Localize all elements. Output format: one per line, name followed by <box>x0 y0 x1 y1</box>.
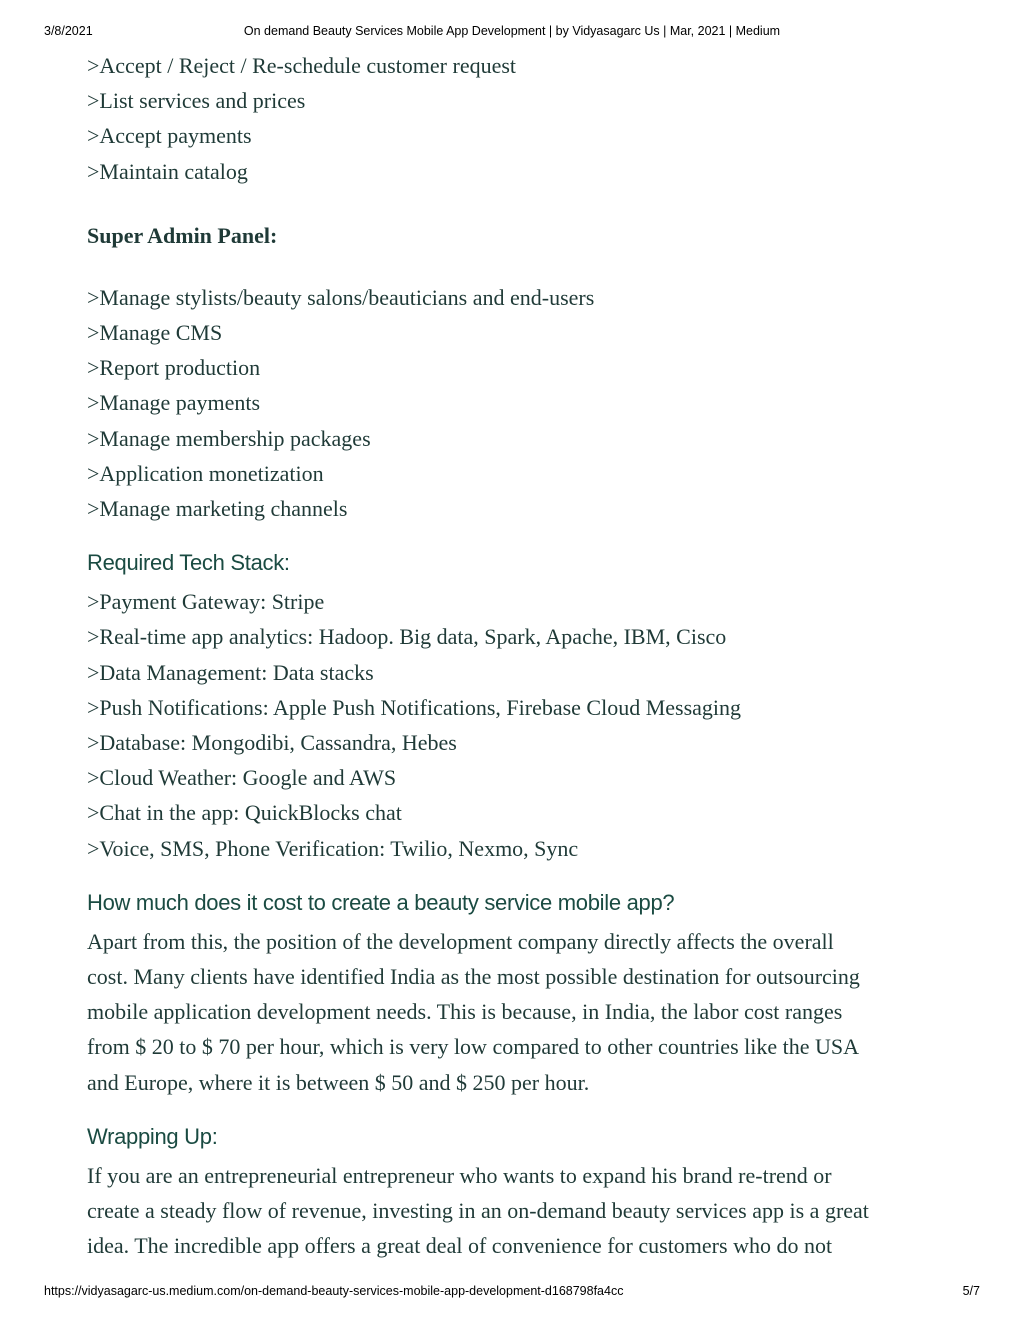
list-item: >List services and prices <box>87 88 306 114</box>
list-item: >Voice, SMS, Phone Verification: Twilio, Nexmo, Sync <box>87 835 579 861</box>
print-header <box>0 24 1024 42</box>
print-date: 3/8/2021 <box>44 24 93 38</box>
list-item: >Maintain catalog <box>87 158 248 184</box>
print-footer <box>0 1284 1024 1302</box>
wrapping-up-paragraph <box>87 1158 947 1264</box>
list-item: >Accept / Reject / Re-schedule customer request <box>87 53 517 78</box>
paragraph-line: cost. Many clients have identified India as the most possible destination for outsourcing <box>87 964 860 990</box>
wrapping-up-heading: Wrapping Up: <box>87 1123 218 1149</box>
list-item: >Push Notifications: Apple Push Notifications, Firebase Cloud Messaging <box>87 694 742 720</box>
list-item: >Report production <box>87 355 261 381</box>
cost-heading: How much does it cost to create a beauty service mobile app? <box>87 889 675 915</box>
article-content <box>87 48 957 1263</box>
list-item: >Database: Mongodibi, Cassandra, Hebes <box>87 730 457 756</box>
list-item: >Accept payments <box>87 123 252 149</box>
list-item: >Cloud Weather: Google and AWS <box>87 765 397 791</box>
list-item: >Data Management: Data stacks <box>87 659 374 685</box>
paragraph-line: create a steady flow of revenue, investing in an on-demand beauty services app is a great <box>87 1198 869 1224</box>
paragraph-line: If you are an entrepreneurial entrepreneur who wants to expand his brand re-trend or <box>87 1162 832 1188</box>
list-item: >Manage stylists/beauty salons/beauticians and end-users <box>87 284 595 310</box>
list-item: >Application monetization <box>87 460 324 486</box>
tech-stack-list <box>87 584 957 866</box>
list-item: >Payment Gateway: Stripe <box>87 589 325 615</box>
stylist-features-list <box>87 48 957 189</box>
list-item: >Manage payments <box>87 390 261 416</box>
paragraph-line: and Europe, where it is between $ 50 and $ 250 per hour. <box>87 1069 590 1095</box>
page-url: https://vidyasagarc-us.medium.com/on-demand-beauty-services-mobile-app-development-d168798fa4cc <box>44 1284 624 1298</box>
list-item: >Manage marketing channels <box>87 496 348 522</box>
paragraph-line: mobile application development needs. This is because, in India, the labor cost ranges <box>87 999 843 1025</box>
list-item: >Real-time app analytics: Hadoop. Big data, Spark, Apache, IBM, Cisco <box>87 624 727 650</box>
paragraph-line: idea. The incredible app offers a great deal of convenience for customers who do not <box>87 1233 833 1259</box>
super-admin-list <box>87 280 957 526</box>
list-item: >Manage CMS <box>87 320 223 346</box>
cost-paragraph <box>87 924 947 1100</box>
list-item: >Chat in the app: QuickBlocks chat <box>87 800 402 826</box>
print-page-title: On demand Beauty Services Mobile App Development | by Vidyasagarc Us | Mar, 2021 | Medium <box>243 24 781 38</box>
page-number: 5/7 <box>962 1284 980 1298</box>
paragraph-line: from $ 20 to $ 70 per hour, which is very low compared to other countries like the USA <box>87 1034 860 1060</box>
tech-stack-heading: Required Tech Stack: <box>87 550 290 576</box>
list-item: >Manage membership packages <box>87 425 371 451</box>
paragraph-line: Apart from this, the position of the development company directly affects the overall <box>87 928 834 954</box>
super-admin-heading: Super Admin Panel: <box>87 222 278 248</box>
